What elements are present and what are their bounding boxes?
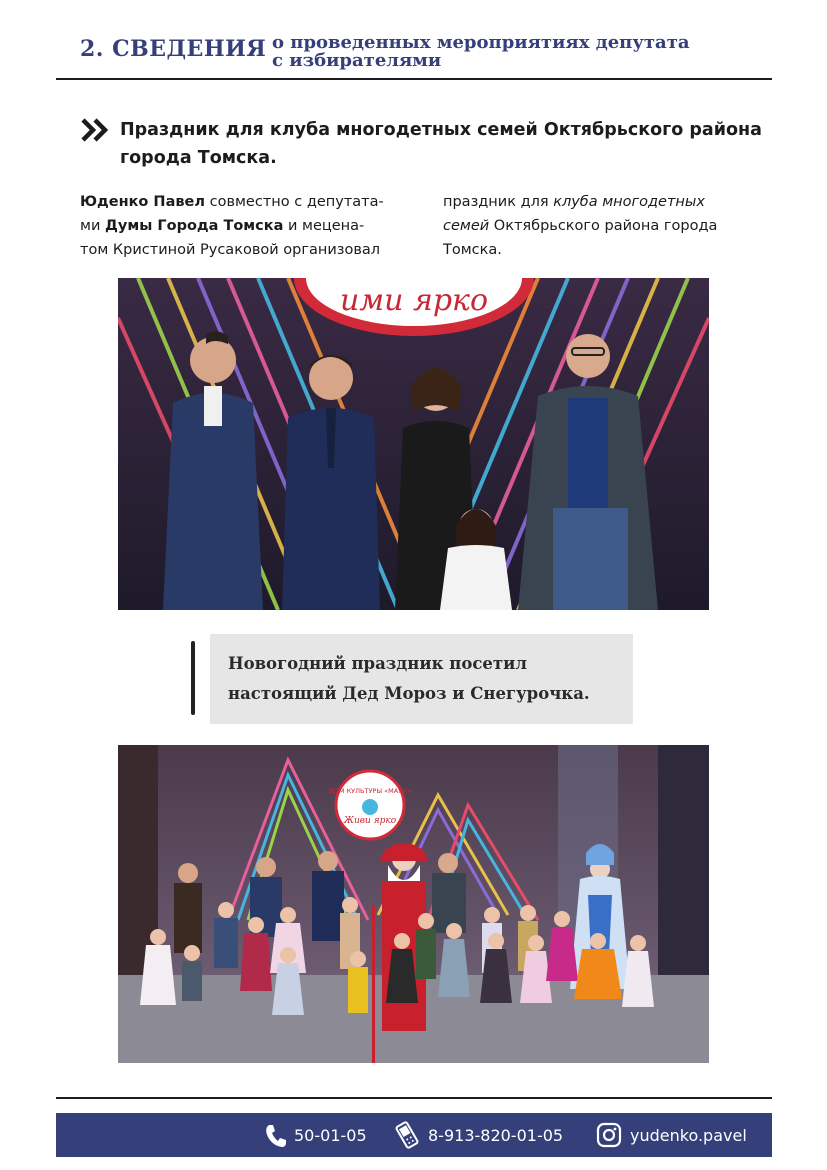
quote-line-1: Новогодний праздник посетил bbox=[228, 654, 528, 673]
deputy-name: Юденко Павел bbox=[80, 194, 205, 210]
article-text-right: праздник для клуба многодетных семей Октябрьского района города Томска. bbox=[443, 194, 718, 258]
footer-mobile-number: 8-913-820-01-05 bbox=[428, 1125, 564, 1145]
photo-new-year-celebration bbox=[118, 745, 709, 1063]
section-subtitle-line-2: с избирателями bbox=[272, 50, 442, 71]
article-text-left: Юденко Павел совместно с депутата- ми Думы Города Томска и мецена- том Кристиной Русаковой организовал bbox=[80, 194, 384, 258]
page-header bbox=[80, 34, 760, 78]
quote-line-2: настоящий Дед Мороз и Снегурочка. bbox=[228, 684, 590, 703]
article-title-line-2: города Томска. bbox=[120, 148, 277, 168]
duma-name: Думы Города Томска bbox=[104, 218, 284, 234]
chevron-double-right-icon bbox=[80, 117, 110, 143]
quote-box bbox=[210, 634, 633, 724]
logo-text-line-2: Живи ярко bbox=[343, 816, 397, 826]
phone-icon bbox=[264, 1123, 286, 1147]
photo-deputies-group bbox=[118, 278, 709, 610]
footer-instagram-handle: yudenko.pavel bbox=[630, 1125, 747, 1145]
quote-accent-bar bbox=[191, 641, 195, 715]
footer-divider bbox=[56, 1097, 772, 1099]
article-title-line-1: Праздник для клуба многодетных семей Октябрьского района bbox=[120, 120, 762, 140]
article-title bbox=[120, 116, 770, 172]
section-subtitle-line-1: о проведенных мероприятиях депутата bbox=[272, 32, 690, 53]
header-divider bbox=[56, 78, 772, 80]
section-subtitle bbox=[272, 34, 690, 70]
stage-sign-text: ими ярко bbox=[339, 283, 489, 318]
footer-mobile[interactable] bbox=[394, 1113, 563, 1157]
footer-instagram[interactable] bbox=[596, 1113, 747, 1157]
mobile-phone-icon bbox=[394, 1121, 420, 1149]
footer-phone[interactable] bbox=[264, 1113, 367, 1157]
club-name: клуба многодетных bbox=[553, 194, 705, 210]
logo-text-line-1: ДОМ КУЛЬТУРЫ «МАЯК» bbox=[328, 787, 412, 795]
contact-footer bbox=[56, 1113, 772, 1157]
footer-phone-number: 50-01-05 bbox=[294, 1125, 367, 1145]
instagram-icon bbox=[596, 1122, 622, 1148]
section-number-title: 2. СВЕДЕНИЯ bbox=[80, 36, 267, 62]
